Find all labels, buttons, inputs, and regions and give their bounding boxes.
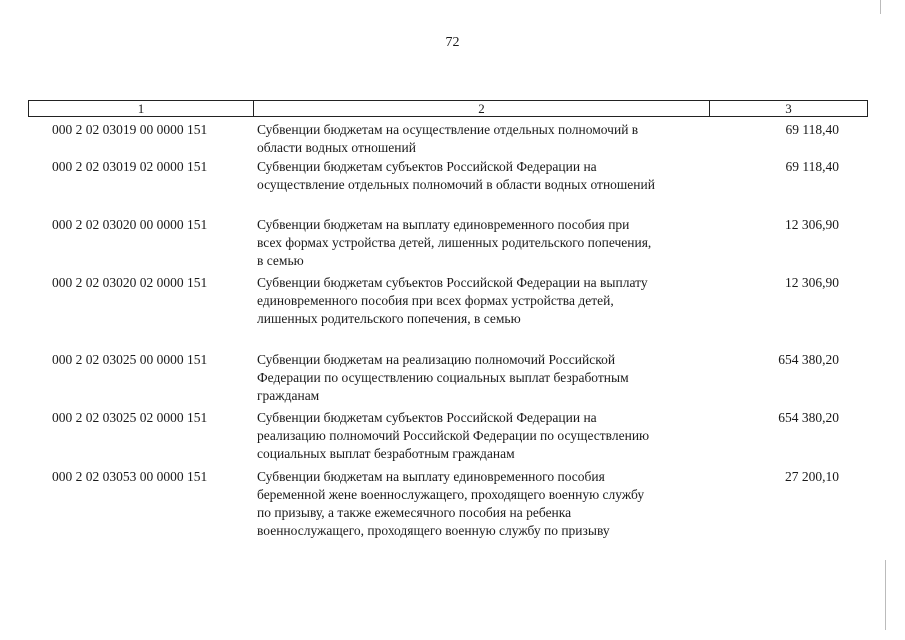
scan-artifact [880,0,881,14]
description-line: единовременного пособия при всех формах устройства детей, [257,293,614,308]
column-header-1: 1 [29,101,254,116]
row-amount: 12 306,90 [785,217,839,232]
row-description [257,468,707,540]
row-code: 000 2 02 03053 00 0000 151 [52,469,208,484]
scan-artifact [885,560,886,630]
description-line: реализацию полномочий Российской Федерации по осуществлению [257,428,650,443]
description-line: Субвенции бюджетам на осуществление отдельных полномочий в [257,122,639,137]
row-description [257,216,707,270]
row-code: 000 2 02 03019 02 0000 151 [52,159,208,174]
description-line: области водных отношений [257,140,416,155]
description-line: Субвенции бюджетам субъектов Российской Федерации на [257,159,597,174]
description-line: Субвенции бюджетам на выплату единовременного пособия [257,469,605,484]
description-line: гражданам [257,388,320,403]
row-description [257,351,707,405]
row-amount: 69 118,40 [785,159,839,174]
table-header [28,100,868,117]
description-line: всех формах устройства детей, лишенных родительского попечения, [257,235,652,250]
row-code: 000 2 02 03020 00 0000 151 [52,217,208,232]
description-line: Субвенции бюджетам на выплату единовременного пособия при [257,217,630,232]
row-amount: 654 380,20 [778,410,839,425]
row-description [257,158,707,194]
description-line: Субвенции бюджетам субъектов Российской Федерации на выплату [257,275,648,290]
description-line: Субвенции бюджетам субъектов Российской Федерации на [257,410,597,425]
row-description [257,409,707,463]
page-number: 72 [445,35,460,50]
row-amount: 27 200,10 [785,469,839,484]
description-line: Федерации по осуществлению социальных выплат безработным [257,370,629,385]
column-header-3: 3 [785,101,792,116]
description-line: осуществление отдельных полномочий в области водных отношений [257,177,655,192]
row-description [257,274,707,328]
column-header-2: 2 [254,101,710,116]
description-line: военнослужащего, проходящего военную службу по призыву [257,523,610,538]
row-code: 000 2 02 03020 02 0000 151 [52,275,208,290]
description-line: в семью [257,253,304,268]
description-line: социальных выплат безработным гражданам [257,446,515,461]
row-amount: 12 306,90 [785,275,839,290]
row-code: 000 2 02 03025 00 0000 151 [52,352,208,367]
row-amount: 69 118,40 [785,122,839,137]
row-code: 000 2 02 03019 00 0000 151 [52,122,208,137]
row-code: 000 2 02 03025 02 0000 151 [52,410,208,425]
description-line: беременной жене военнослужащего, проходящего военную службу [257,487,645,502]
description-line: Субвенции бюджетам на реализацию полномочий Российской [257,352,616,367]
row-description [257,121,707,157]
description-line: лишенных родительского попечения, в семью [257,311,521,326]
row-amount: 654 380,20 [778,352,839,367]
description-line: по призыву, а также ежемесячного пособия на ребенка [257,505,572,520]
